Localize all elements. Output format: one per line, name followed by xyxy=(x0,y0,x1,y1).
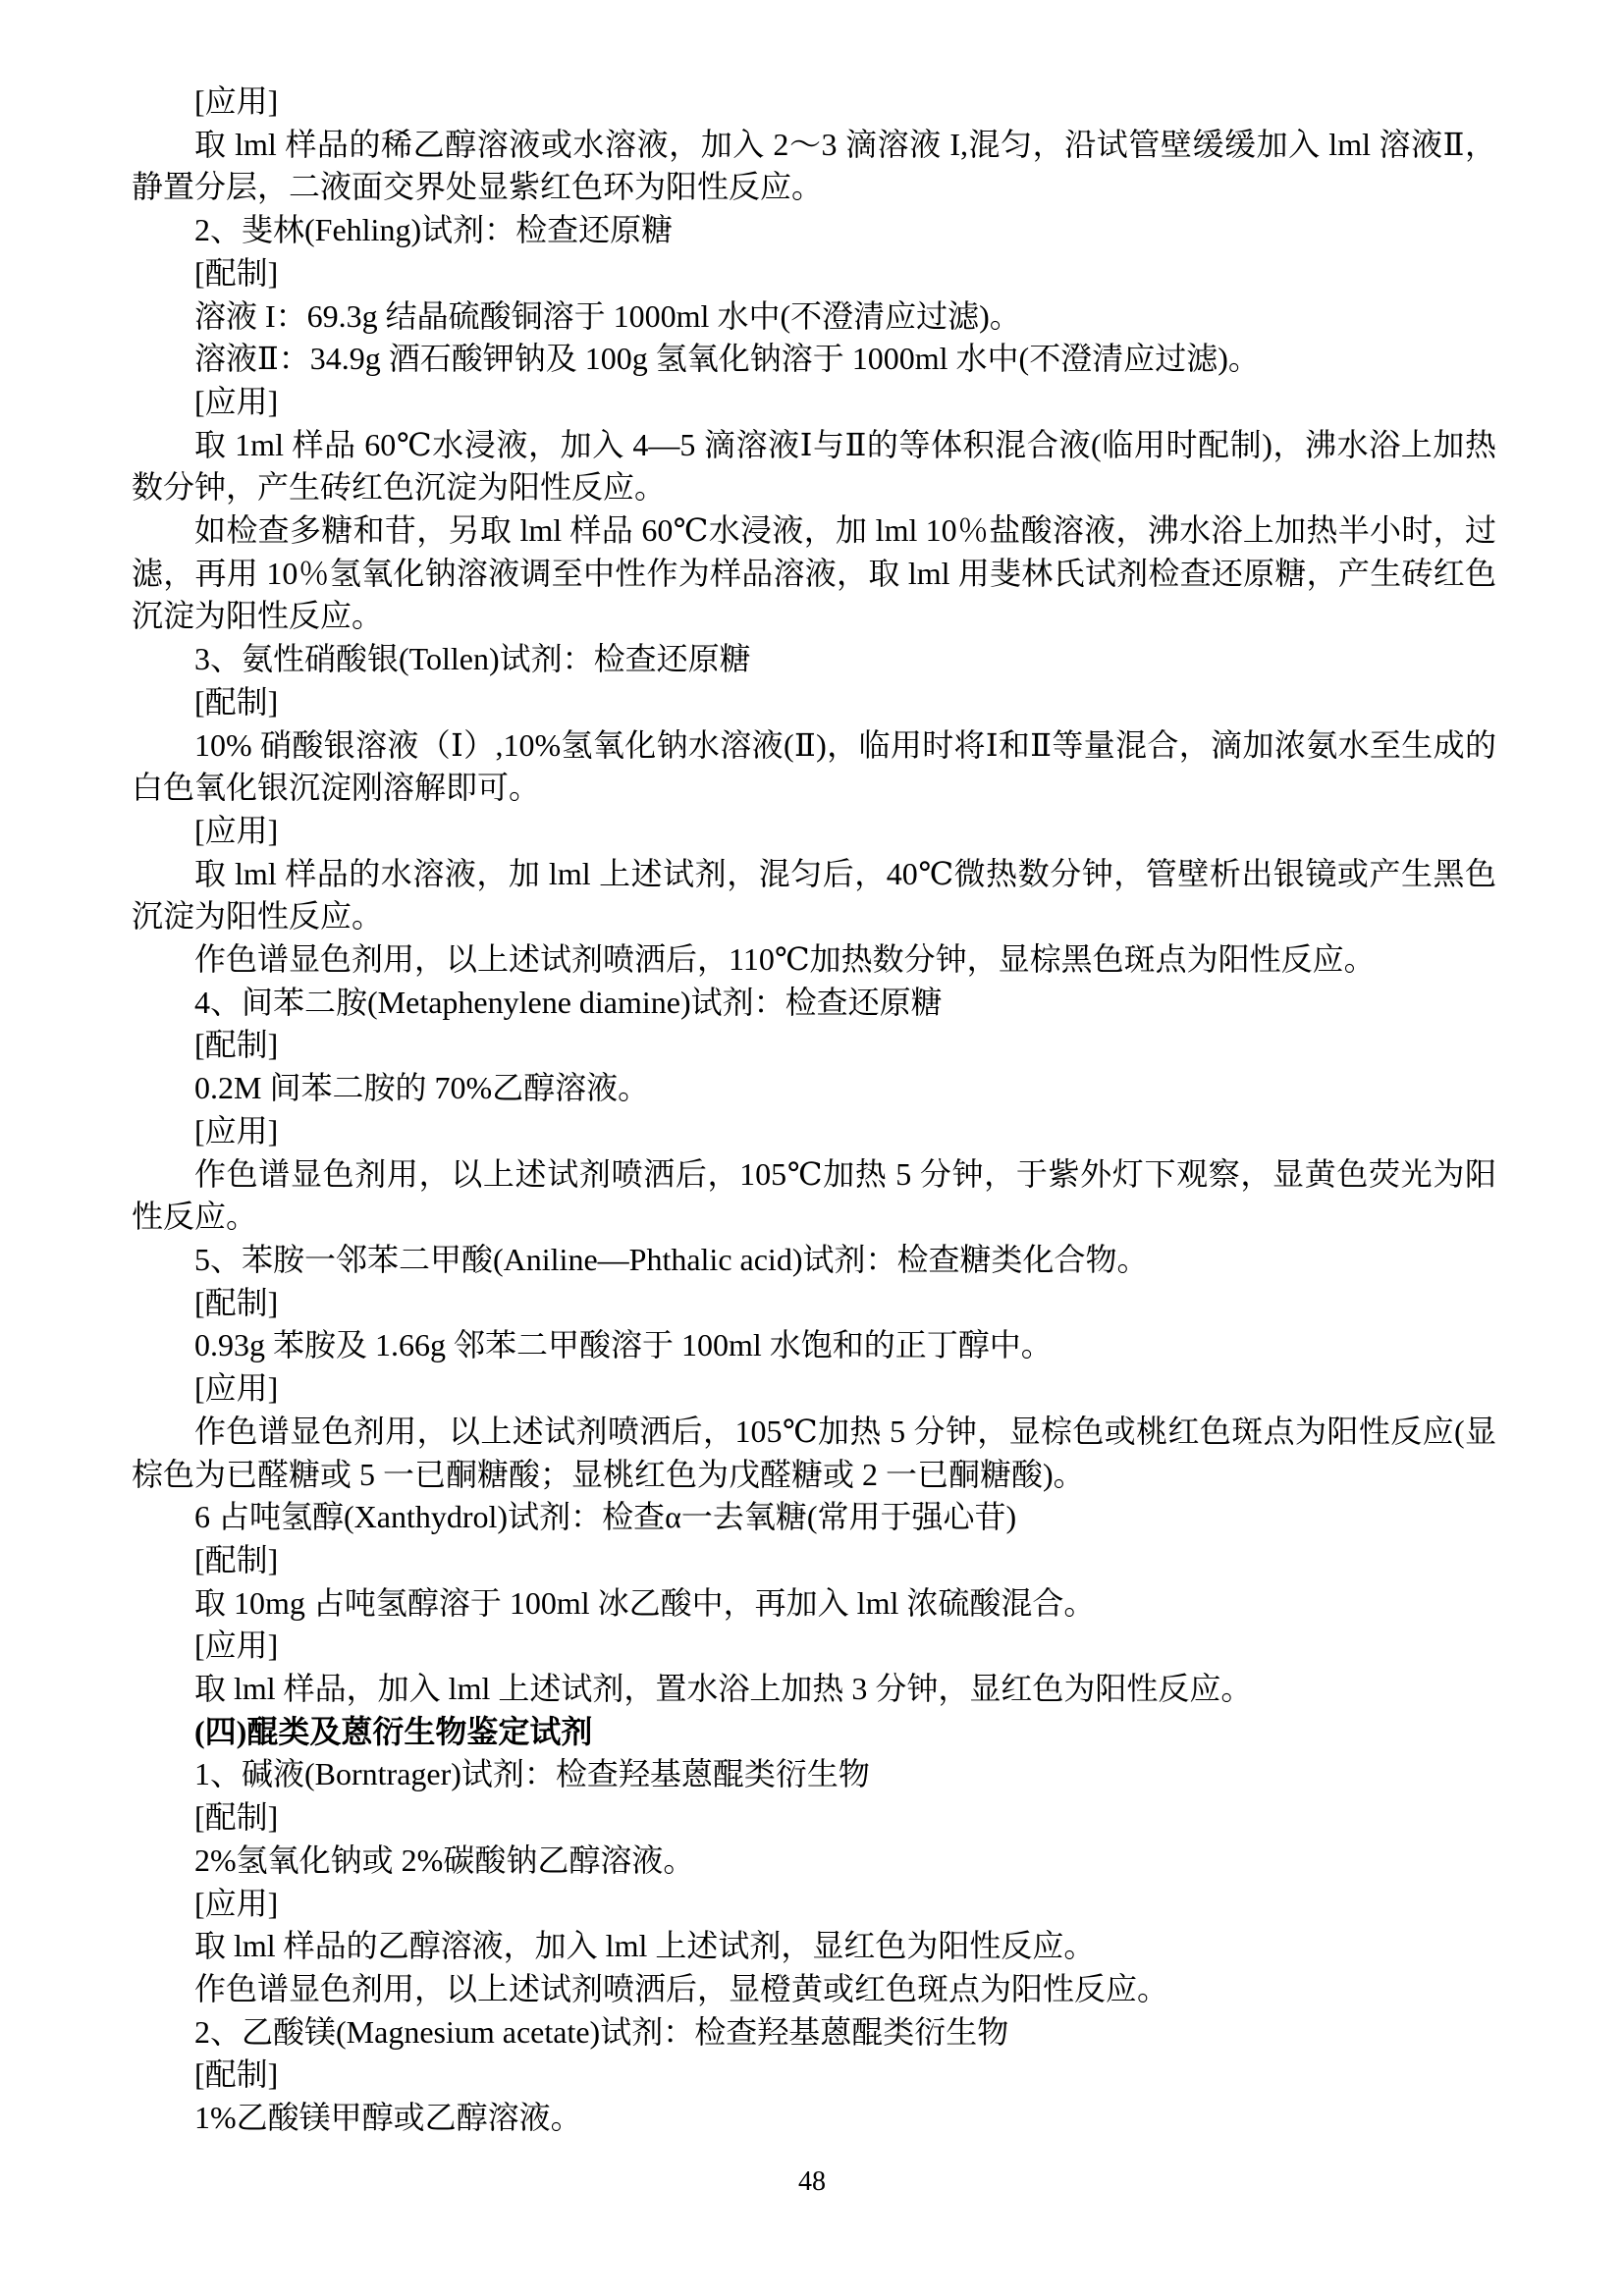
paragraph: 2、乙酸镁(Magnesium acetate)试剂：检查羟基蒽醌类衍生物 xyxy=(194,2013,1009,2050)
paragraph: [应用] xyxy=(194,812,279,848)
paragraph: [应用] xyxy=(194,1112,279,1148)
paragraph: 1%乙酸镁甲醇或乙醇溶液。 xyxy=(194,2100,582,2136)
paragraph: [配制] xyxy=(194,1799,279,1836)
paragraph: [配制] xyxy=(194,1027,279,1063)
paragraph: 取 lml 样品，加入 lml 上述试剂，置水浴上加热 3 分钟，显红色为阳性反应。 xyxy=(194,1671,1253,1707)
paragraph: 作色谱显色剂用，以上述试剂喷洒后，105℃加热 5 分钟，于紫外灯下观察，显黄色荧光为阳性反应。 xyxy=(132,1155,1496,1235)
paragraph: 4、间苯二胺(Metaphenylene diamine)试剂：检查还原糖 xyxy=(194,984,943,1020)
paragraph: 2%氢氧化钠或 2%碳酸钠乙醇溶液。 xyxy=(194,1842,695,1878)
document-body xyxy=(132,80,1496,2140)
paragraph: 溶液 I：69.3g 结晶硫酸铜溶于 1000ml 水中(不澄清应过滤)。 xyxy=(194,297,1021,334)
paragraph: 作色谱显色剂用，以上述试剂喷洒后，显橙黄或红色斑点为阳性反应。 xyxy=(194,1970,1169,2006)
paragraph: 取 lml 样品的稀乙醇溶液或水溶液，加入 2～3 滴溶液 I,混匀，沿试管壁缓缓加入 lml 溶液Ⅱ，静置分层，二液面交界处显紫红色环为阳性反应。 xyxy=(132,126,1496,205)
paragraph: [配制] xyxy=(194,683,279,720)
paragraph: 0.93g 苯胺及 1.66g 邻苯二甲酸溶于 100ml 水饱和的正丁醇中。 xyxy=(194,1327,1053,1363)
paragraph: [应用] xyxy=(194,1370,279,1407)
paragraph: 作色谱显色剂用，以上述试剂喷洒后，110℃加热数分钟，显棕黑色斑点为阳性反应。 xyxy=(194,941,1376,978)
paragraph: 6 占吨氢醇(Xanthydrol)试剂：检查α一去氧糖(常用于强心苷) xyxy=(194,1499,1017,1535)
paragraph: 溶液Ⅱ：34.9g 酒石酸钾钠及 100g 氢氧化钠溶于 1000ml 水中(不澄清应过滤)。 xyxy=(194,341,1260,377)
paragraph: [应用] xyxy=(194,1628,279,1664)
paragraph: [应用] xyxy=(194,1885,279,1921)
paragraph: 3、氨性硝酸银(Tollen)试剂：检查还原糖 xyxy=(194,641,751,677)
section-heading: (四)醌类及蒽衍生物鉴定试剂 xyxy=(194,1713,593,1749)
paragraph: 10% 硝酸银溶液（Ⅰ）,10%氢氧化钠水溶液(Ⅱ)，临用时将Ⅰ和Ⅱ等量混合，滴加浓氨水至生成的白色氧化银沉淀刚溶解即可。 xyxy=(132,726,1496,806)
paragraph: 5、苯胺一邻苯二甲酸(Aniline—Phthalic acid)试剂：检查糖类化合物。 xyxy=(194,1241,1149,1277)
paragraph: 取 10mg 占吨氢醇溶于 100ml 冰乙酸中，再加入 lml 浓硫酸混合。 xyxy=(194,1584,1096,1621)
paragraph: 取 1ml 样品 60℃水浸液，加入 4—5 滴溶液Ⅰ与Ⅱ的等体积混合液(临用时配制)，沸水浴上加热数分钟，产生砖红色沉淀为阳性反应。 xyxy=(132,426,1496,506)
paragraph: [配制] xyxy=(194,1541,279,1577)
paragraph: [配制] xyxy=(194,2056,279,2093)
page-number: 48 xyxy=(798,2166,826,2197)
paragraph: 取 lml 样品的乙醇溶液，加入 lml 上述试剂，显红色为阳性反应。 xyxy=(194,1928,1096,1964)
paragraph: 0.2M 间苯二胺的 70%乙醇溶液。 xyxy=(194,1070,650,1106)
paragraph: 1、碱液(Borntrager)试剂：检查羟基蒽醌类衍生物 xyxy=(194,1756,870,1792)
paragraph: [应用] xyxy=(194,383,279,419)
paragraph: [配制] xyxy=(194,254,279,291)
paragraph: 如检查多糖和苷，另取 lml 样品 60℃水浸液，加 lml 10％盐酸溶液，沸水浴上加热半小时，过滤，再用 10％氢氧化钠溶液调至中性作为样品溶液，取 lml 用斐林氏试剂检查还原糖，产生砖红色沉淀为阳性反应。 xyxy=(132,512,1496,634)
paragraph: [应用] xyxy=(194,83,279,119)
paragraph: 作色谱显色剂用，以上述试剂喷洒后，105℃加热 5 分钟，显棕色或桃红色斑点为阳性反应(显棕色为已醛糖或 5 一已酮糖酸；显桃红色为戊醛糖或 2 一已酮糖酸)。 xyxy=(132,1413,1496,1492)
paragraph: [配制] xyxy=(194,1284,279,1320)
paragraph: 取 lml 样品的水溶液，加 lml 上述试剂，混匀后，40℃微热数分钟，管壁析出银镜或产生黑色沉淀为阳性反应。 xyxy=(132,855,1496,934)
paragraph: 2、斐林(Fehling)试剂：检查还原糖 xyxy=(194,212,674,248)
